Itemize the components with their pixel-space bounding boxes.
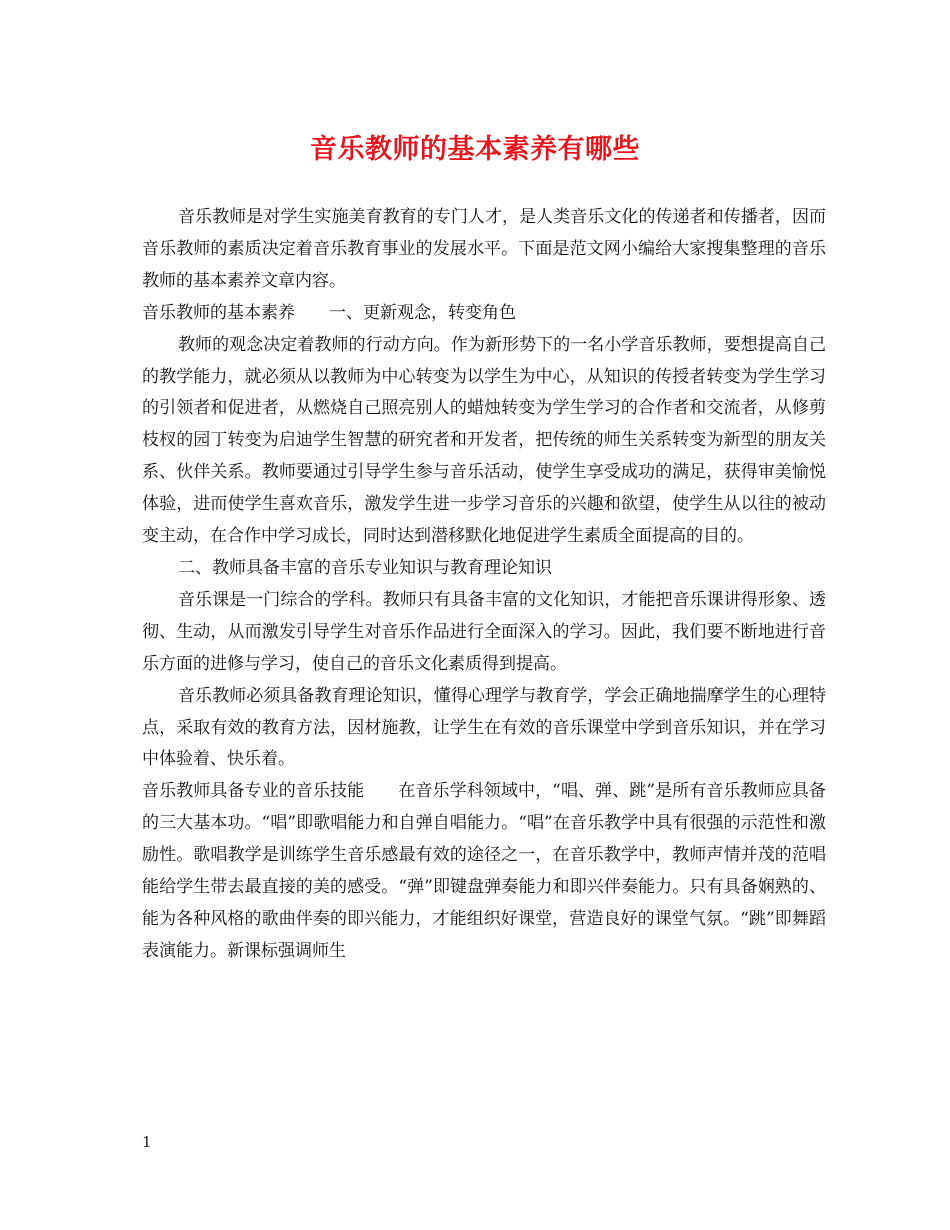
section-heading-basic-qualities: 音乐教师的基本素养 一、更新观念，转变角色 [142,302,516,323]
paragraph-music-skills: 音乐教师具备专业的音乐技能 在音乐学科领域中，“唱、弹、跳”是所有音乐教师应具备的三大基本功。“唱”即歌唱能力和自弹自唱能力。“唱”在音乐教学中具有很强的示范性和激励性。歌唱教学是训练学生音乐感最有效的途径之一，在音乐教学中，教师声情并茂的范唱能给学生带去最直接的美的感受。“弹”即键盘弹奏能力和即兴伴奏能力。只有具备娴熟的、能为各种风格的歌曲伴奏的即兴能力，才能组织好课堂，营造良好的课堂气氛。“跳”即舞蹈表演能力。新课标强调师生 [142,781,826,961]
paragraph-intro: 音乐教师是对学生实施美育教育的专门人才，是人类音乐文化的传递者和传播者，因而音乐教师的素质决定着音乐教育事业的发展水平。下面是范文网小编给大家搜集整理的音乐教师的基本素养文章内容。 [142,207,826,291]
document-body [142,202,826,968]
paragraph-education-theory: 音乐教师必须具备教育理论知识，懂得心理学与教育学，学会正确地揣摩学生的心理特点，采取有效的教育方法，因材施教，让学生在有效的音乐课堂中学到音乐知识，并在学习中体验着、快乐着。 [142,685,826,770]
document-title: 音乐教师的基本素养有哪些 [310,134,640,165]
paragraph-teacher-concept: 教师的观念决定着教师的行动方向。作为新形势下的一名小学音乐教师，要想提高自己的教学能力，就必须从以教师为中心转变为以学生为中心，从知识的传授者转变为学生学习的引领者和促进者，从燃烧自己照亮别人的蜡烛转变为学生学习的合作者和交流者，从修剪枝杈的园丁转变为启迪学生智慧的研究者和开发者，把传统的师生关系转变为新型的朋友关系、伙伴关系。教师要通过引导学生参与音乐活动，使学生享受成功的满足，获得审美愉悦体验，进而使学生喜欢音乐，激发学生进一步学习音乐的兴趣和欲望，使学生从以往的被动变主动，在合作中学习成长，同时达到潜移默化地促进学生素质全面提高的目的。 [142,334,826,547]
paragraph-comprehensive-subject: 音乐课是一门综合的学科。教师只有具备丰富的文化知识，才能把音乐课讲得形象、透彻、生动，从而激发引导学生对音乐作品进行全面深入的学习。因此，我们要不断地进行音乐方面的进修与学习，使自己的音乐文化素质得到提高。 [142,589,826,674]
section-heading-knowledge: 二、教师具备丰富的音乐专业知识与教育理论知识 [178,557,552,578]
page-number: 1 [142,1133,152,1151]
